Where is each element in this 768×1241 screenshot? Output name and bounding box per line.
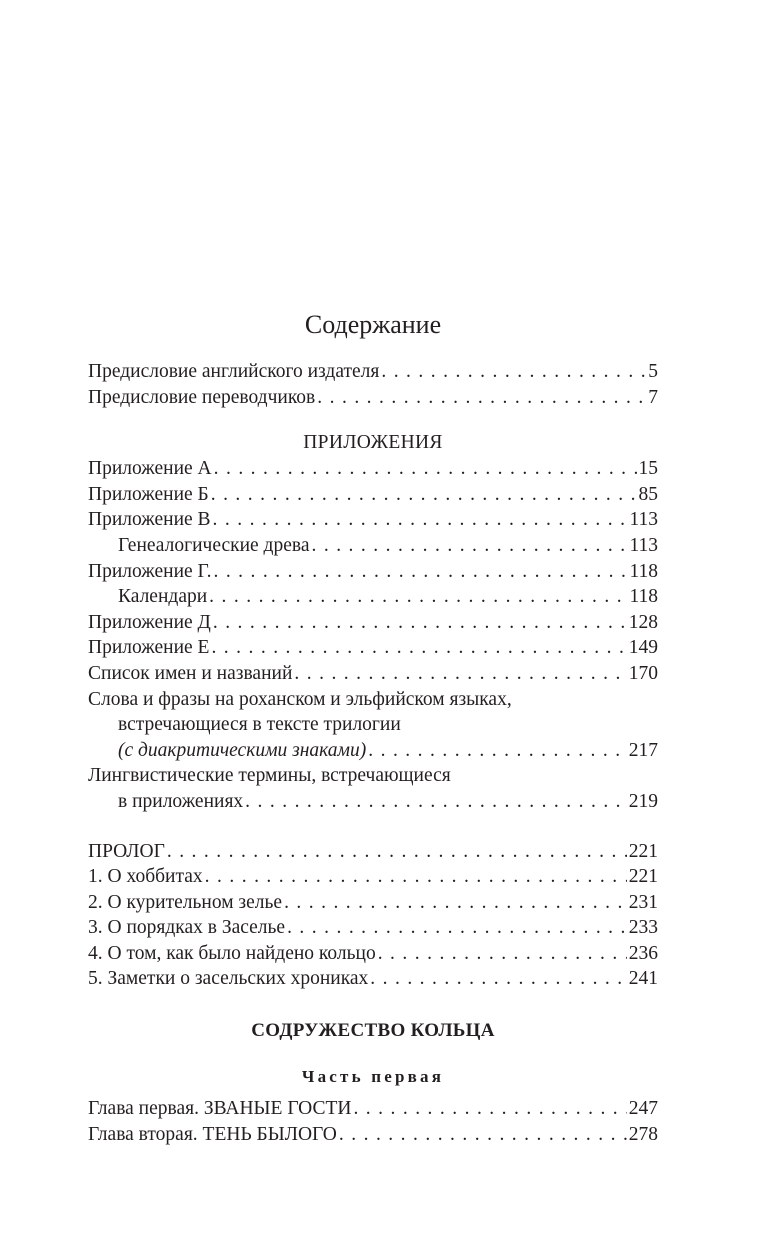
entry-page: 149 (628, 637, 658, 659)
toc-entry[interactable] (88, 1096, 658, 1122)
dot-leader (209, 584, 627, 610)
entry-label: ПРОЛОГ (88, 840, 165, 862)
dot-leader (211, 482, 637, 508)
spacer (88, 815, 658, 839)
dot-leader (213, 610, 627, 636)
dot-leader (294, 661, 626, 687)
entry-label: Приложение Б (88, 483, 209, 505)
toc-entry[interactable] (88, 941, 658, 967)
entry-page: 5 (648, 361, 658, 382)
toc-entry[interactable] (88, 661, 658, 687)
dot-leader (378, 941, 627, 967)
toc-entry[interactable] (88, 915, 658, 941)
dot-leader (312, 533, 628, 559)
toc-entry[interactable] (88, 1122, 658, 1148)
toc-entry[interactable] (88, 966, 658, 992)
entry-page: 278 (628, 1123, 658, 1145)
front-matter-list (88, 359, 658, 410)
entry-page: 113 (629, 509, 658, 531)
entry-label: 1. О хоббитах (88, 866, 203, 888)
entry-label: 2. О курительном зелье (88, 891, 283, 913)
entry-label: 5. Заметки о засельских хрониках (88, 968, 369, 990)
toc-entry[interactable] (88, 456, 658, 482)
entry-label: Предисловие переводчиков (88, 386, 316, 408)
dot-leader (317, 385, 646, 411)
toc-entry-terms[interactable] (88, 763, 658, 814)
entry-page: 113 (629, 534, 658, 556)
dot-leader (205, 864, 627, 890)
entry-label: Предисловие английского издателя (88, 361, 380, 382)
entry-page: 231 (628, 891, 658, 913)
entry-page: 118 (629, 560, 658, 582)
entry-label-line1: Слова и фразы на роханском и эльфийском языках, (88, 688, 512, 710)
toc-entry[interactable] (88, 385, 658, 411)
dot-leader (353, 1096, 626, 1122)
entry-page: 128 (628, 611, 658, 633)
toc-entry-words[interactable] (88, 687, 658, 764)
entry-label: Календари (118, 586, 208, 608)
toc-subentry[interactable] (88, 584, 658, 610)
toc-entry[interactable] (88, 839, 658, 865)
dot-leader (339, 1122, 627, 1148)
dot-leader (287, 915, 627, 941)
toc-entry[interactable] (88, 359, 658, 385)
entry-page: 241 (628, 968, 658, 990)
dot-leader (284, 890, 627, 916)
entry-label-line2: встречающиеся в тексте трилогии (118, 714, 401, 736)
prologue-list (88, 839, 658, 993)
dot-leader (211, 635, 626, 661)
toc-subentry[interactable] (88, 533, 658, 559)
entry-page: 15 (638, 458, 658, 480)
appendices-list (88, 456, 658, 814)
entry-label-line2: в приложениях (118, 790, 244, 812)
entry-label: Глава вторая. ТЕНЬ БЫЛОГО (88, 1123, 337, 1145)
entry-label: Приложение Г. (88, 560, 212, 582)
entry-label: 3. О порядках в Заселье (88, 917, 286, 939)
dot-leader (368, 738, 627, 764)
dot-leader (381, 359, 646, 385)
entry-page: 118 (629, 586, 658, 608)
part-heading: Часть первая (301, 1067, 445, 1087)
dot-leader (213, 559, 627, 585)
entry-label: Глава первая. ЗВАНЫЕ ГОСТИ (88, 1098, 352, 1120)
entry-label: 4. О том, как было найдено кольцо (88, 942, 376, 964)
toc-entry[interactable] (88, 610, 658, 636)
entry-page: 233 (628, 917, 658, 939)
toc-entry[interactable] (88, 635, 658, 661)
entry-page: 217 (628, 739, 658, 761)
entry-page: 219 (628, 790, 658, 812)
toc-entry[interactable] (88, 507, 658, 533)
entry-label: Приложение Е (88, 637, 210, 659)
entry-label: Приложение А (88, 458, 212, 480)
entry-label: Приложение В (88, 509, 211, 531)
entry-page: 236 (628, 942, 658, 964)
page-title: Содержание (304, 310, 442, 339)
dot-leader (245, 789, 627, 815)
entry-label-line3: (с диакритическими знаками) (118, 739, 367, 761)
entry-page: 221 (628, 840, 658, 862)
entry-page: 247 (628, 1098, 658, 1120)
toc-entry[interactable] (88, 559, 658, 585)
toc-entry[interactable] (88, 482, 658, 508)
book-heading: СОДРУЖЕСТВО КОЛЬЦА (251, 1020, 495, 1042)
dot-leader (213, 507, 628, 533)
dot-leader (370, 966, 626, 992)
entry-page: 221 (628, 866, 658, 888)
toc-entry[interactable] (88, 864, 658, 890)
entry-page: 7 (648, 386, 658, 408)
chapters-list (88, 1096, 658, 1147)
table-of-contents (88, 305, 658, 1147)
dot-leader (214, 456, 637, 482)
appendices-heading: ПРИЛОЖЕНИЯ (303, 432, 443, 454)
entry-label: Список имен и названий (88, 662, 293, 684)
entry-label-line1: Лингвистические термины, встречающиеся (88, 765, 451, 787)
entry-label: Приложение Д (88, 611, 211, 633)
entry-label: Генеалогические древа (118, 534, 310, 556)
toc-entry[interactable] (88, 890, 658, 916)
entry-page: 170 (628, 662, 658, 684)
entry-page: 85 (638, 483, 658, 505)
dot-leader (167, 839, 627, 865)
